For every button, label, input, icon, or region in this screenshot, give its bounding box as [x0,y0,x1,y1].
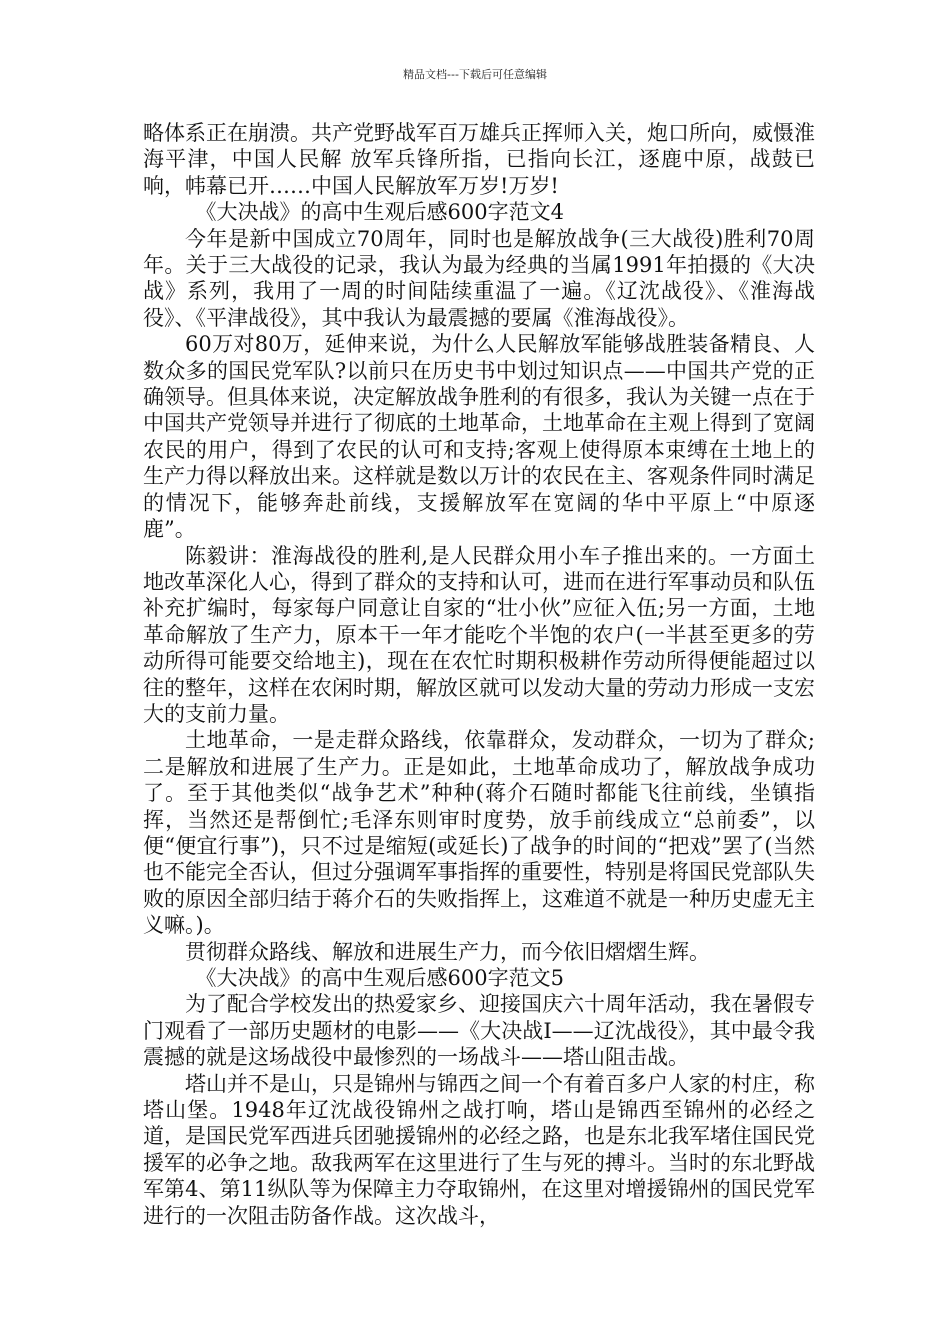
page-header: 精品文档---下载后可任意编辑 [403,68,547,81]
paragraph: 贯彻群众路线、解放和进展生产力，而今依旧熠熠生辉。 [185,939,710,964]
paragraph: 土地革命，一是走群众路线，依靠群众，发动群众，一切为了群众;二是解放和进展了生产力。正是如此，土地革命成功了，解放战争成功了。至于其他类似“战争艺术”种种(蒋介石随时都能飞往前线，坐镇指挥，当然还是帮倒忙;毛泽东则审时度势，放手前线成立“总前委”，以便“便宜行事”)，只不过是缩短(或延长)了战争的时间的“把戏”罢了(当然也不能完全否认，但过分强调军事指挥的重要性，特别是将国民党部队失败的原因全部归结于蒋介石的失败指挥上，这难道不就是一种历史虚无主义嘛。)。 [143,728,815,938]
paragraph: 塔山并不是山，只是锦州与锦西之间一个有着百多户人家的村庄，称塔山堡。1948年辽沈战役锦州之战打响，塔山是锦西至锦州的必经之道，是国民党军西进兵团驰援锦州的必经之路，也是东北我军堵住国民党援军的必争之地。敌我两军在这里进行了生与死的搏斗。当时的东北野战军第4、第11纵队等为保障主力夺取锦州，在这里对增援锦州的国民党军进行的一次阻击防备作战。这次战斗， [143,1071,815,1228]
section-heading: 《大决战》的高中生观后感600字范文4 [195,200,564,225]
paragraph: 陈毅讲：淮海战役的胜利,是人民群众用小车子推出来的。一方面土地改革深化人心，得到了群众的支持和认可，进而在进行军事动员和队伍补充扩编时，每家每户同意让自家的“壮小伙”应征入伍;另一方面，土地革命解放了生产力，原本干一年才能吃个半饱的农户(一半甚至更多的劳动所得可能要交给地主)，现在在农忙时期积极耕作劳动所得便能超过以往的整年，这样在农闲时期，解放区就可以发动大量的劳动力形成一支宏大的支前力量。 [143,543,815,726]
section-heading: 《大决战》的高中生观后感600字范文5 [195,966,564,990]
paragraph: 60万对80万，延伸来说，为什么人民解放军能够战胜装备精良、人数众多的国民党军队?以前只在历史书中划过知识点——中国共产党的正确领导。但具体来说，决定解放战争胜利的有很多，我认为关键一点在于中国共产党领导并进行了彻底的土地革命，土地革命在主观上得到了宽阔农民的用户，得到了农民的认可和支持;客观上使得原本束缚在土地上的生产力得以释放出来。这样就是数以万计的农民在主、客观条件同时满足的情况下，能够奔赴前线，支援解放军在宽阔的华中平原上“中原逐鹿”。 [143,332,815,542]
paragraph: 略体系正在崩溃。共产党野战军百万雄兵正挥师入关，炮口所向，威慑淮海平津，中国人民解 放军兵锋所指，已指向长江，逐鹿中原，战鼓已响，帏幕已开……中国人民解放军万岁!万岁! [143,121,815,198]
document-body [143,120,815,1229]
paragraph: 为了配合学校发出的热爱家乡、迎接国庆六十周年活动，我在暑假专门观看了一部历史题材的电影——《大决战I——辽沈战役》，其中最令我震撼的就是这场战役中最惨烈的一场战斗——塔山阻击战。 [143,992,815,1070]
paragraph: 今年是新中国成立70周年，同时也是解放战争(三大战役)胜利70周年。关于三大战役的记录，我认为最为经典的当属1991年拍摄的《大决战》系列，我用了一周的时间陆续重温了一遍。《辽沈战役》、《淮海战役》、《平津战役》，其中我认为最震撼的要属《淮海战役》。 [143,226,815,330]
